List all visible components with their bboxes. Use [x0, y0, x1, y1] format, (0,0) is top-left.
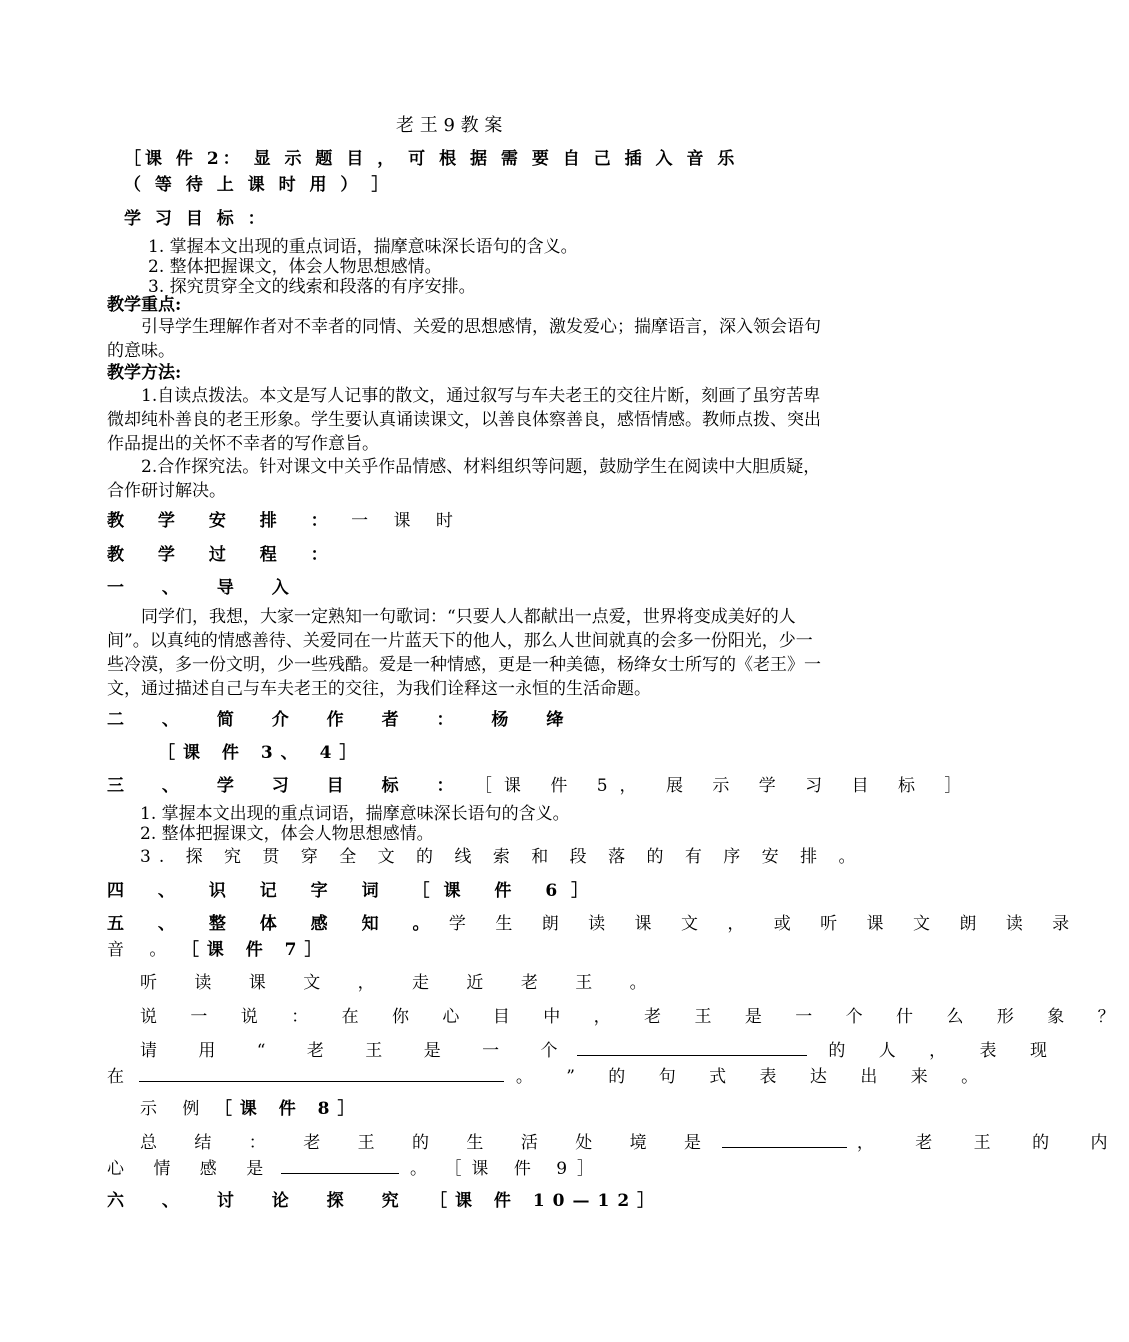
section-2-heading: 二 、 简 介 作 者 ： 杨 绛: [107, 710, 580, 730]
section-3-heading-line: [107, 775, 973, 797]
process-heading: 教 学 过 程 ：: [107, 545, 342, 565]
schedule-label: 教 学 安 排 ：: [107, 511, 342, 531]
section-3-item: 2. 整体把握课文，体会人物思想感情。: [140, 824, 434, 844]
objective-item: 3. 探究贯穿全文的线索和段落的有序安排。: [148, 277, 476, 297]
section-5-intro: 学 生 朗 读 课 文 ， 或 听 课 文 朗 读 录: [448, 914, 1082, 934]
schedule-value: 一 课 时: [351, 511, 463, 531]
key-points-heading: 教学重点:: [107, 295, 182, 315]
section-5-example: 示 例: [140, 1099, 210, 1119]
section-3-heading: 三 、 学 习 目 标 ：: [107, 776, 470, 796]
header-note-line-2: （ 等 待 上 课 时 用 ） ］: [124, 175, 393, 195]
section-5-line-2: [107, 939, 329, 961]
section-1-text: 同学们，我想，大家一定熟知一句歌词：“只要人人都献出一点爱，世界将变成美好的人间”。以真纯的情感善待、关爱同在一片蓝天下的他人，那么人世间就真的会多一份阳光，少一些冷漠，多一份文明，少一些残酷。爱是一种情感，更是一种美德，杨绛女士所写的《老王》一文，通过描述自己与车夫老王的交往，为我们诠释这一永恒的生活命题。: [107, 607, 821, 699]
section-3-note: ［课 件 5， 展 示 学 习 目 标 ］: [474, 776, 974, 796]
section-5-note: ［课 件 7］: [181, 940, 330, 960]
section-5-use-a: 请 用 “ 老 王 是 一 个: [140, 1041, 576, 1061]
section-5-use-b: 的 人 ， 表 现: [828, 1041, 1061, 1061]
objective-item: 1. 掌握本文出现的重点词语，揣摩意味深长语句的含义。: [148, 237, 578, 257]
key-points-text: 引导学生理解作者对不幸者的同情、关爱的思想感情，激发爱心；揣摩语言，深入领会语句的意味。: [107, 317, 821, 361]
methods-paragraph-2: 2.合作探究法。针对课文中关乎作品情感、材料组织等问题，鼓励学生在阅读中大胆质疑，合作研讨解决。: [107, 457, 821, 501]
section-5-example-note: ［课 件 8］: [214, 1099, 363, 1119]
section-5-line-1: [107, 913, 1081, 935]
objective-item: 2. 整体把握课文，体会人物思想感情。: [148, 257, 442, 277]
schedule-line: [107, 510, 463, 532]
section-2-note: ［课 件 3、 4］: [158, 743, 365, 763]
section-5-sum-note: ［课 件 9］: [444, 1159, 605, 1179]
section-5-sum-b: ， 老 王 的 内: [856, 1133, 1126, 1153]
header-note-line-1: ［课 件 2： 显 示 题 目 ， 可 根 据 需 要 自 己 插 入 音 乐: [124, 149, 739, 169]
section-5-use-c: 在: [107, 1067, 124, 1087]
section-5-summary-line-1: [140, 1131, 1125, 1154]
section-5-use-d: 。 ” 的 句 式 表 达 出 来 。: [515, 1067, 993, 1087]
section-5-sum-d: 。: [410, 1159, 440, 1179]
page-title: 老 王 9 教 案: [396, 115, 503, 136]
section-5-say: 说 一 说 ： 在 你 心 目 中 ， 老 王 是 一 个 什 么 形 象 ？: [140, 1007, 1129, 1027]
section-5-listen: 听 读 课 文 ， 走 近 老 王 。: [140, 973, 663, 993]
fill-in-blank[interactable]: [139, 1065, 504, 1082]
section-5-sum-a: 总 结 ： 老 王 的 生 活 处 境 是: [140, 1133, 718, 1153]
fill-in-blank[interactable]: [722, 1131, 847, 1148]
section-1-heading: 一 、 导 入: [107, 578, 305, 598]
section-5-summary-line-2: [107, 1157, 604, 1180]
fill-in-blank[interactable]: [577, 1039, 807, 1056]
section-5-example-line: [140, 1098, 362, 1120]
section-6-note: ［课 件 10—12］: [430, 1191, 663, 1211]
section-4-heading: 四 、 识 记 字 词 ［课 件 6］: [107, 881, 603, 901]
section-5-sum-c: 心 情 感 是: [107, 1159, 276, 1179]
methods-heading: 教学方法:: [107, 363, 182, 383]
section-5-use-line-1: [140, 1039, 1061, 1062]
section-6-heading: 六 、 讨 论 探 究: [107, 1191, 415, 1211]
methods-paragraph-1: 1.自读点拨法。本文是写人记事的散文，通过叙写与车夫老王的交往片断，刻画了虽穷苦卑微却纯朴善良的老王形象。学生要认真诵读课文，以善良体察善良，感悟情感。教师点拨、突出作品提出的关怀不幸者的写作意旨。: [107, 386, 821, 454]
section-5-heading: 五 、 整 体 感 知 。: [107, 914, 444, 934]
section-3-item: 3. 探 究 贯 穿 全 文 的 线 索 和 段 落 的 有 序 安 排 。: [140, 847, 864, 867]
section-5-use-line-2: [107, 1065, 992, 1088]
section-6-line: [107, 1190, 662, 1212]
section-5-intro-cont: 音 。: [107, 940, 177, 960]
objectives-heading: 学 习 目 标 ：: [124, 209, 269, 229]
section-3-item: 1. 掌握本文出现的重点词语，揣摩意味深长语句的含义。: [140, 804, 570, 824]
fill-in-blank[interactable]: [281, 1157, 399, 1174]
